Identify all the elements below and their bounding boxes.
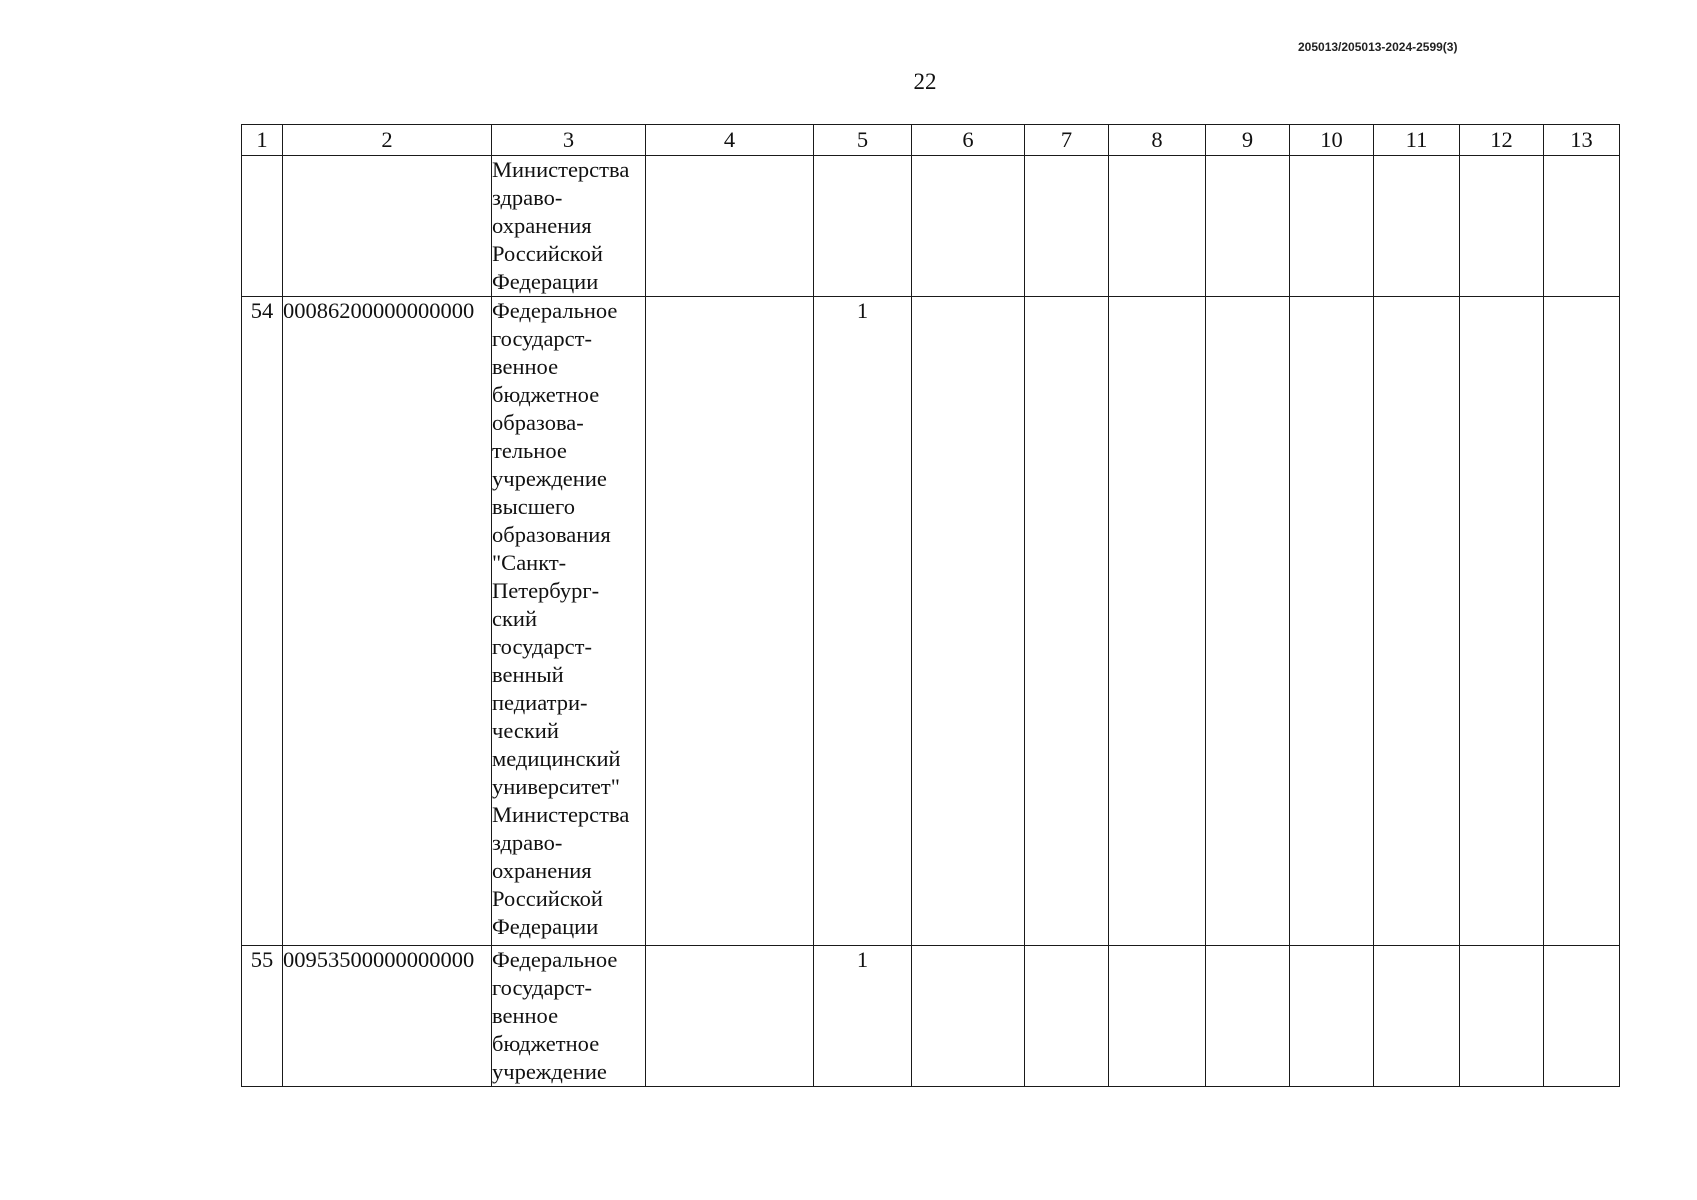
empty-cell — [1460, 156, 1544, 297]
empty-cell — [1206, 297, 1290, 946]
organization-name-line: Федеральное — [492, 947, 618, 972]
column-header: 4 — [646, 125, 814, 156]
empty-cell — [1544, 946, 1620, 1087]
row-number-cell: 54 — [242, 297, 283, 946]
column-header: 11 — [1374, 125, 1460, 156]
column-header: 6 — [912, 125, 1025, 156]
organization-name-line: Министерства — [492, 157, 630, 182]
organization-name-line: "Санкт- — [492, 550, 567, 575]
organization-name-line: бюджетное — [492, 382, 600, 407]
organization-name-line: ский — [492, 606, 537, 631]
organization-name-line: медицинский — [492, 746, 621, 771]
empty-cell — [1374, 156, 1460, 297]
organization-name-line: здраво- — [492, 185, 563, 210]
empty-cell — [1109, 946, 1206, 1087]
empty-cell — [1544, 156, 1620, 297]
organization-name-line: Российской — [492, 886, 603, 911]
organization-name-line: государст- — [492, 634, 592, 659]
column-header: 9 — [1206, 125, 1290, 156]
organization-name-line: образования — [492, 522, 611, 547]
row-number-cell — [242, 156, 283, 297]
organization-name-cell — [492, 946, 646, 1087]
empty-cell — [912, 946, 1025, 1087]
empty-cell — [1109, 156, 1206, 297]
organization-name-line: образова- — [492, 410, 584, 435]
row-number-cell: 55 — [242, 946, 283, 1087]
column-header: 13 — [1544, 125, 1620, 156]
table-row — [242, 946, 1620, 1087]
code-cell — [283, 156, 492, 297]
empty-cell — [1374, 946, 1460, 1087]
organization-name-line: учреждение — [492, 466, 607, 491]
empty-cell — [1290, 297, 1374, 946]
organization-name-line: Российской — [492, 241, 603, 266]
empty-cell — [1109, 297, 1206, 946]
column-header: 10 — [1290, 125, 1374, 156]
organization-name-line: охранения — [492, 213, 592, 238]
organization-name-line: венное — [492, 354, 559, 379]
organization-name-line: университет" — [492, 774, 620, 799]
organization-name-line: государст- — [492, 975, 592, 1000]
organization-name-line: охранения — [492, 858, 592, 883]
column-4-cell — [646, 156, 814, 297]
organization-name-line: здраво- — [492, 830, 563, 855]
empty-cell — [1206, 946, 1290, 1087]
column-5-cell: 1 — [814, 297, 912, 946]
empty-cell — [1374, 297, 1460, 946]
organization-name-cell — [492, 297, 646, 946]
empty-cell — [1544, 297, 1620, 946]
organization-name-line: Петербург- — [492, 578, 600, 603]
column-5-cell — [814, 156, 912, 297]
column-header: 2 — [283, 125, 492, 156]
organization-name-cell — [492, 156, 646, 297]
empty-cell — [1025, 297, 1109, 946]
organization-name-line: венное — [492, 1003, 559, 1028]
column-header: 1 — [242, 125, 283, 156]
organization-name-line: учреждение — [492, 1059, 607, 1084]
empty-cell — [1290, 156, 1374, 297]
organization-name-line: Федеральное — [492, 298, 618, 323]
data-table — [241, 124, 1620, 1087]
table-header-row — [242, 125, 1620, 156]
code-cell: 00086200000000000 — [283, 297, 492, 946]
column-header: 3 — [492, 125, 646, 156]
column-header: 7 — [1025, 125, 1109, 156]
empty-cell — [1460, 297, 1544, 946]
organization-name-line: педиатри- — [492, 690, 588, 715]
column-header: 5 — [814, 125, 912, 156]
empty-cell — [1290, 946, 1374, 1087]
organization-name-line: Министерства — [492, 802, 630, 827]
table-row — [242, 156, 1620, 297]
organization-name-line: бюджетное — [492, 1031, 600, 1056]
empty-cell — [912, 156, 1025, 297]
empty-cell — [1206, 156, 1290, 297]
page-number: 22 — [913, 69, 937, 94]
column-4-cell — [646, 946, 814, 1087]
organization-name-line: венный — [492, 662, 564, 687]
empty-cell — [1460, 946, 1544, 1087]
column-4-cell — [646, 297, 814, 946]
column-5-cell: 1 — [814, 946, 912, 1087]
organization-name-line: ческий — [492, 718, 559, 743]
column-header: 12 — [1460, 125, 1544, 156]
empty-cell — [1025, 946, 1109, 1087]
organization-name-line: высшего — [492, 494, 575, 519]
organization-name-line: Федерации — [492, 269, 599, 294]
document-registration-number: 205013/205013-2024-2599(3) — [1298, 40, 1458, 54]
organization-name-line: государст- — [492, 326, 592, 351]
column-header: 8 — [1109, 125, 1206, 156]
empty-cell — [1025, 156, 1109, 297]
empty-cell — [912, 297, 1025, 946]
code-cell: 00953500000000000 — [283, 946, 492, 1087]
organization-name-line: Федерации — [492, 914, 599, 939]
table-row — [242, 297, 1620, 946]
organization-name-line: тельное — [492, 438, 567, 463]
